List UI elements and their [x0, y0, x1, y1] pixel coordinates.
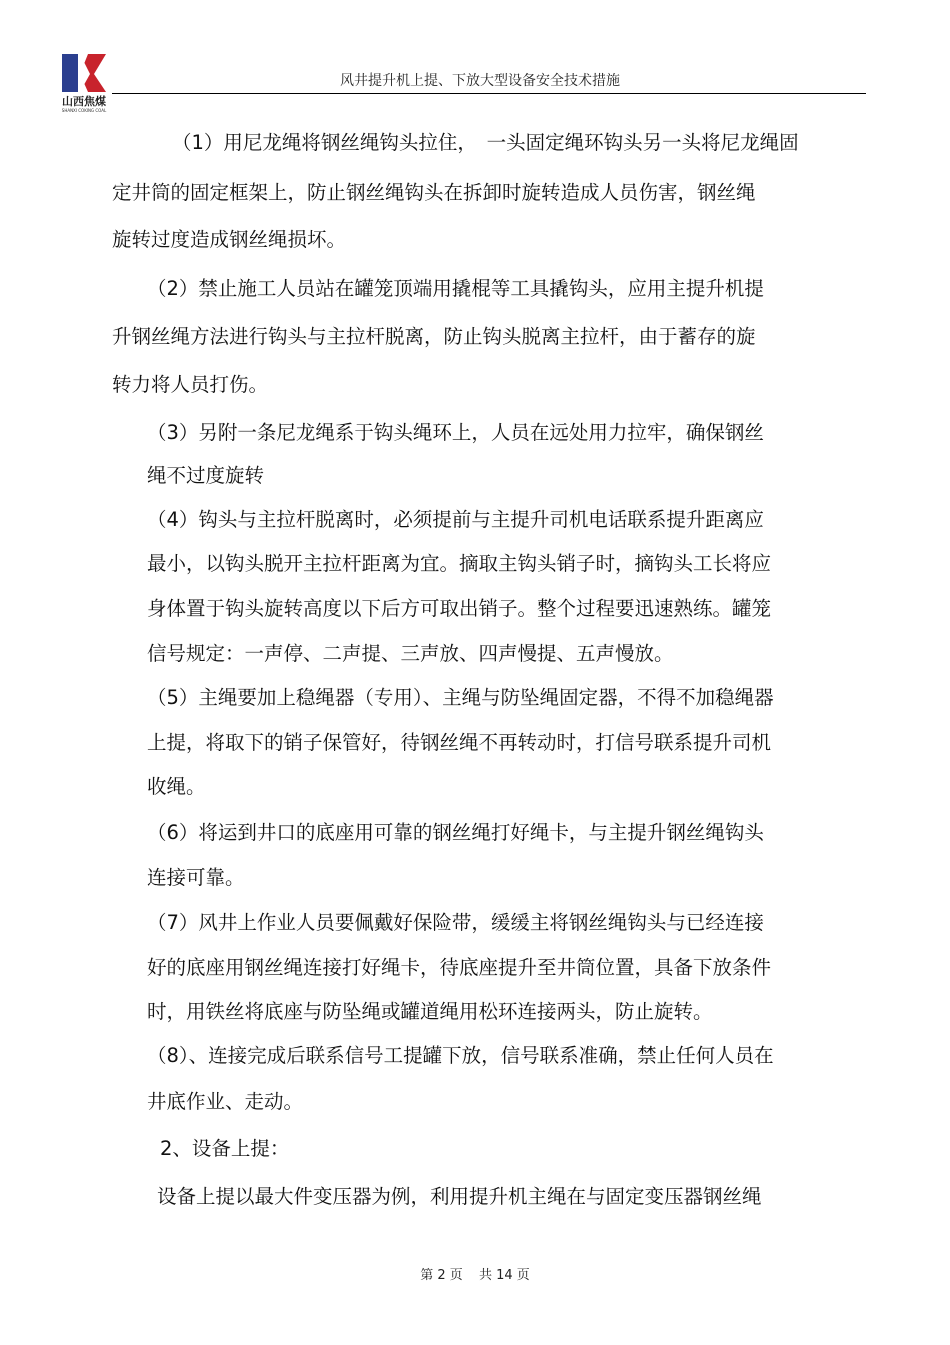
body-line: （2）禁止施工人员站在罐笼顶端用撬棍等工具撬钩头，应用主提升机提 [147, 277, 764, 300]
body-line: （6）将运到井口的底座用可靠的钢丝绳打好绳卡，与主提升钢丝绳钩头 [147, 821, 764, 844]
body-line: 时，用铁丝将底座与防坠绳或罐道绳用松环连接两头，防止旋转。 [147, 1000, 713, 1023]
company-logo [56, 52, 112, 114]
header-divider [112, 93, 866, 94]
body-line: （5）主绳要加上稳绳器（专用）、主绳与防坠绳固定器，不得不加稳绳器 [147, 686, 774, 709]
logo-subtitle: SHANXI COKING COAL [61, 108, 107, 113]
body-line: （4）钩头与主拉杆脱离时，必须提前与主提升司机电话联系提升距离应 [147, 508, 764, 531]
body-line: 收绳。 [147, 775, 206, 798]
page-number: 第 2 页 [420, 1268, 463, 1283]
body-line: 身体置于钩头旋转高度以下后方可取出销子。整个过程要迅速熟练。罐笼 [147, 597, 772, 620]
logo-name: 山西焦煤 [62, 95, 106, 108]
body-line: （3）另附一条尼龙绳系于钩头绳环上，人员在远处用力拉牢，确保钢丝 [147, 421, 764, 444]
body-line: 设备上提以最大件变压器为例，利用提升机主绳在与固定变压器钢丝绳 [157, 1185, 762, 1208]
body-line: 升钢丝绳方法进行钩头与主拉杆脱离，防止钩头脱离主拉杆，由于蓄存的旋 [112, 325, 756, 348]
page-total: 共 14 页 [478, 1268, 530, 1283]
body-line: 好的底座用钢丝绳连接打好绳卡，待底座提升至井筒位置，具备下放条件 [147, 956, 772, 979]
body-line: （1）用尼龙绳将钢丝绳钩头拉住， 一头固定绳环钩头另一头将尼龙绳固 [172, 131, 799, 154]
section-heading: 2、设备上提： [160, 1137, 290, 1160]
logo-mark-icon [56, 52, 112, 94]
body-line: 最小，以钩头脱开主拉杆距离为宜。摘取主钩头销子时，摘钩头工长将应 [147, 552, 772, 575]
body-line: （8）、连接完成后联系信号工提罐下放，信号联系准确，禁止任何人员在 [147, 1044, 774, 1067]
body-line: 绳不过度旋转 [147, 464, 265, 487]
body-line: 信号规定：一声停、二声提、三声放、四声慢提、五声慢放。 [147, 642, 674, 665]
body-line: 转力将人员打伤。 [112, 373, 269, 396]
body-line: 定井筒的固定框架上，防止钢丝绳钩头在拆卸时旋转造成人员伤害，钢丝绳 [112, 181, 756, 204]
body-line: 旋转过度造成钢丝绳损坏。 [112, 228, 347, 251]
body-line: （7）风井上作业人员要佩戴好保险带，缓缓主将钢丝绳钩头与已经连接 [147, 911, 764, 934]
header-title: 风井提升机上提、下放大型设备安全技术措施 [340, 73, 620, 89]
body-line: 井底作业、走动。 [147, 1090, 304, 1113]
page-footer [0, 1264, 950, 1283]
body-line: 连接可靠。 [147, 866, 245, 889]
body-line: 上提，将取下的销子保管好，待钢丝绳不再转动时，打信号联系提升司机 [147, 731, 772, 754]
